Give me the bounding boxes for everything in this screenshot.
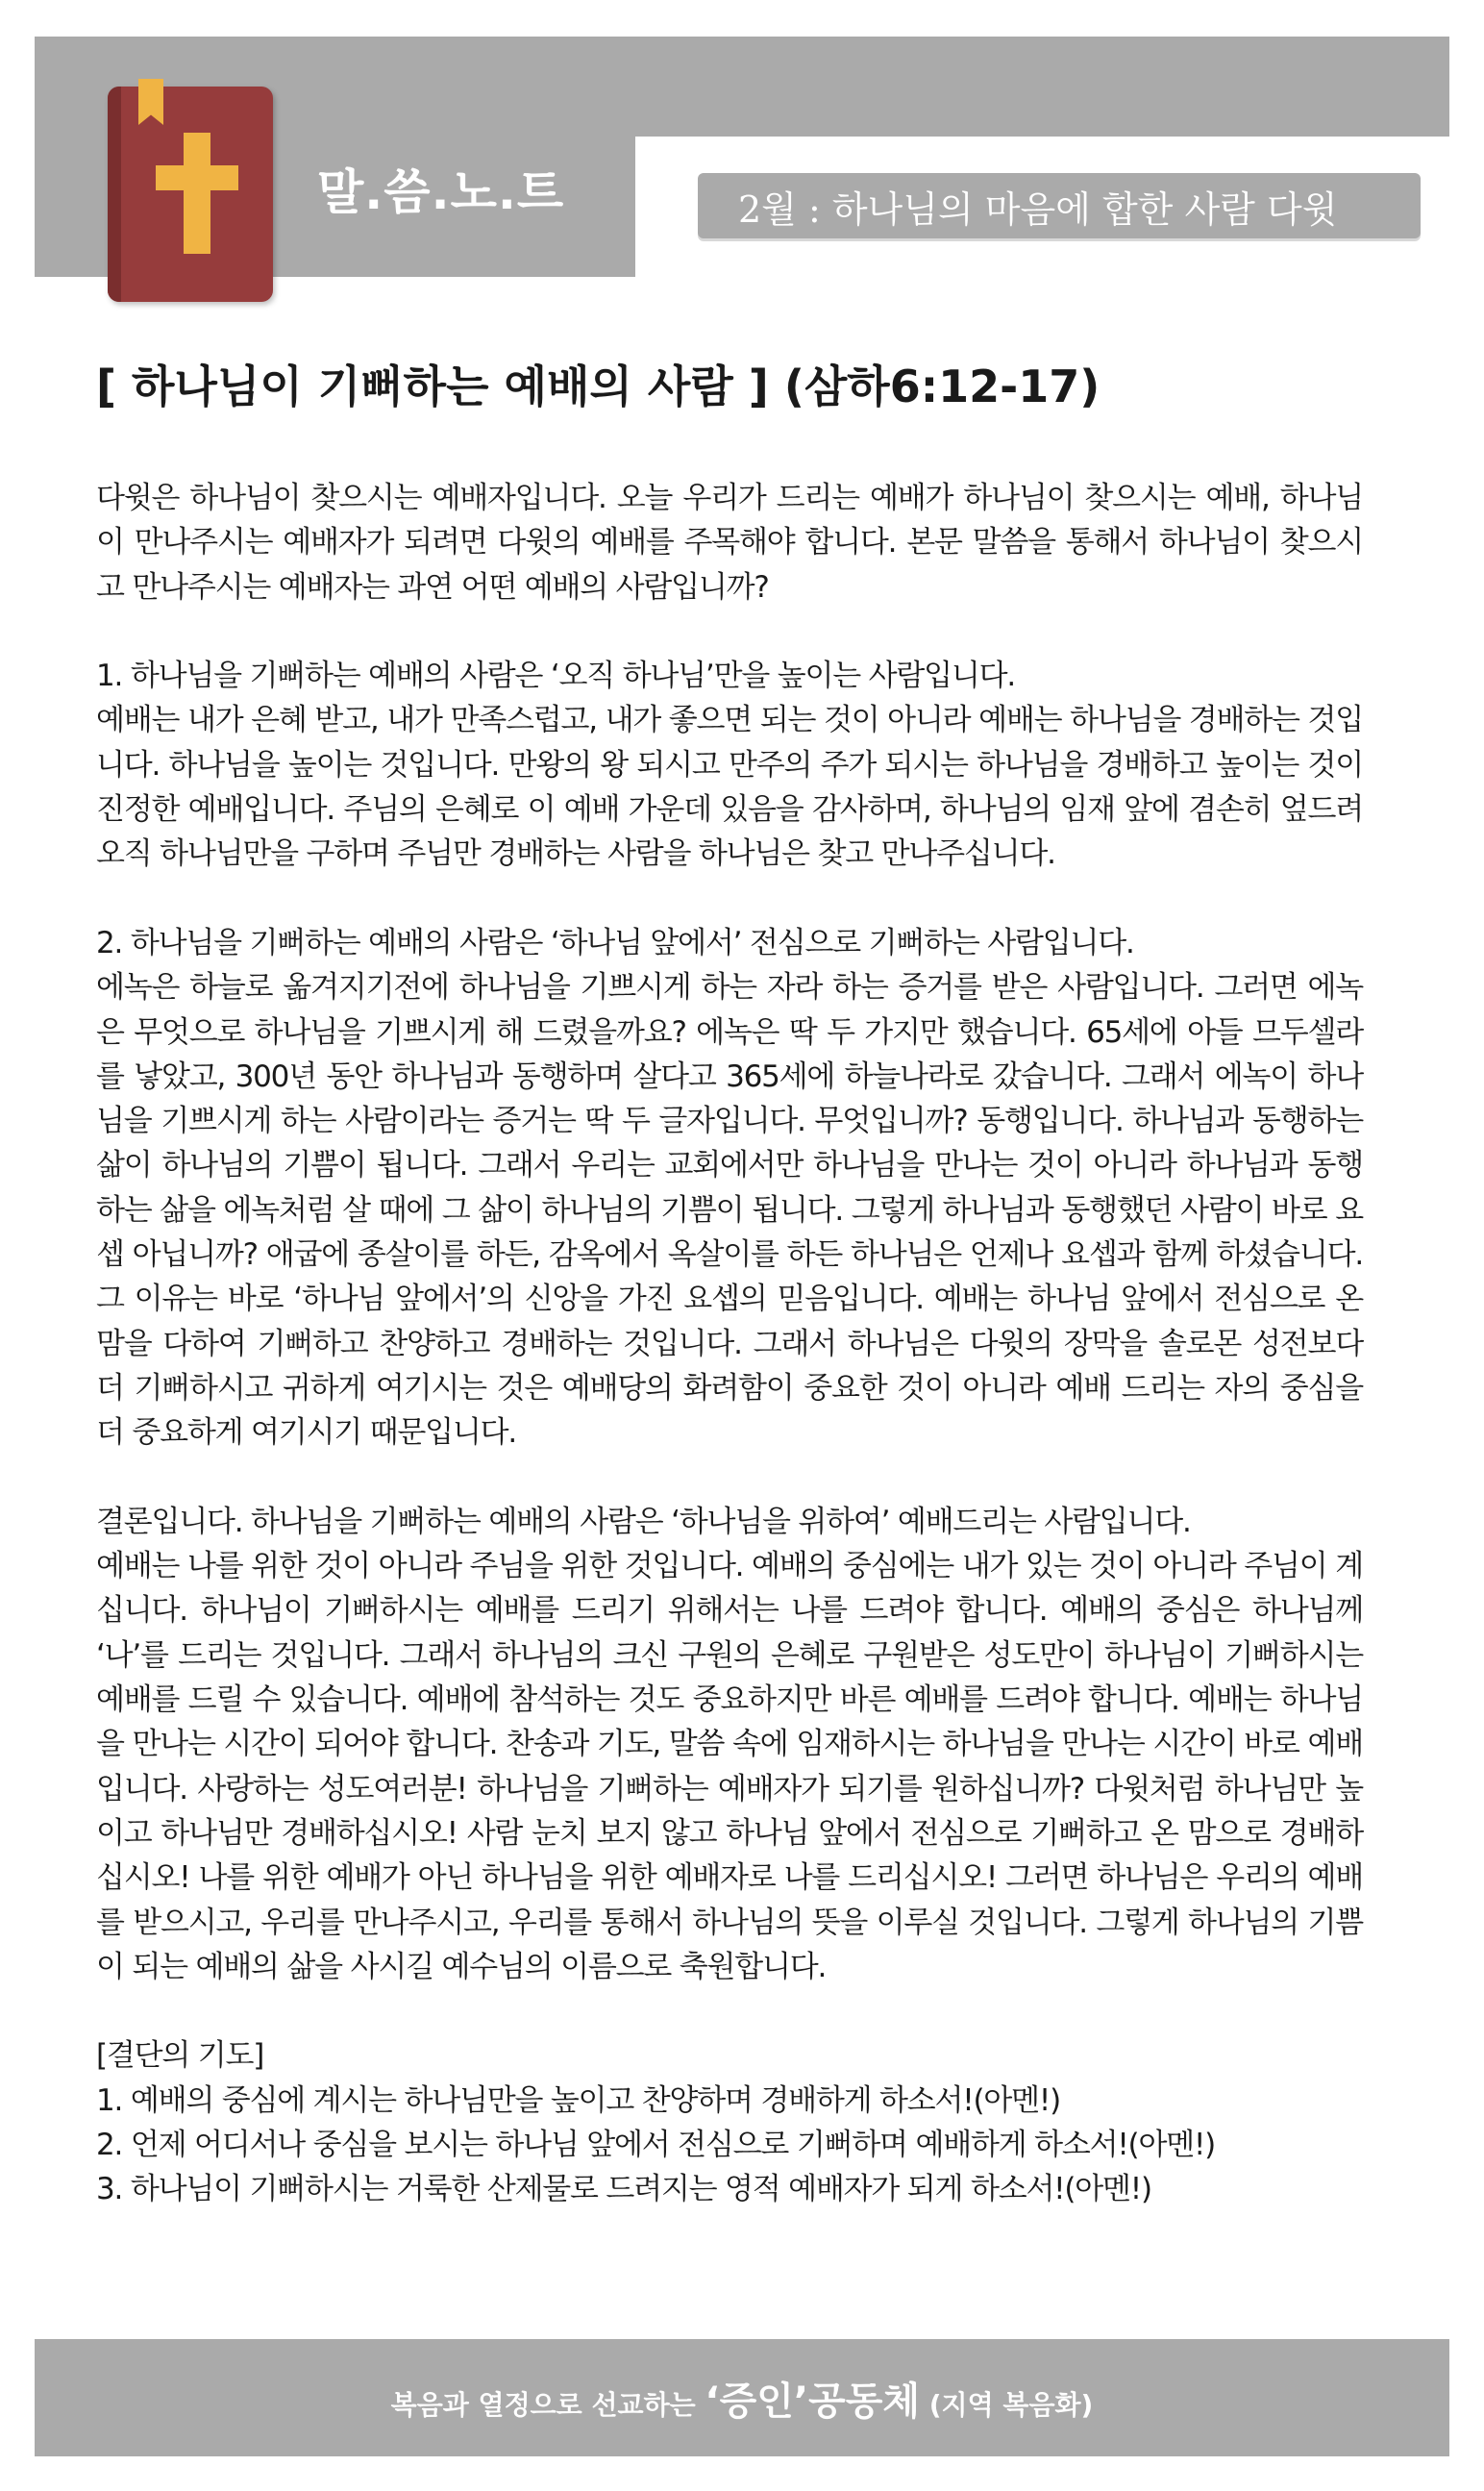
conclusion-heading: 결론입니다. 하나님을 기뻐하는 예배의 사람은 ‘하나님을 위하여’ 예배드리는 사람입니다. [96, 1504, 1191, 1539]
intro-paragraph: 다윗은 하나님이 찾으시는 예배자입니다. 오늘 우리가 드리는 예배가 하나님이 찾으시는 예배, 하나님이 만나주시는 예배자가 되려면 다윗의 예배를 주목해야 합니다. 본문 말씀을 통해서 하나님이 찾으시고 만나주시는 예배자는 과연 어떤 예배의 사람입니까? [96, 481, 1363, 605]
footer-emphasis: ‘증인’공동체 [705, 2379, 921, 2424]
conclusion-body: 예배는 나를 위한 것이 아니라 주님을 위한 것입니다. 예배의 중심에는 내가 있는 것이 아니라 주님이 계십니다. 하나님이 기뻐하시는 예배를 드리기 위해서는 나를 드려야 합니다. 예배의 중심은 하나님께 ‘나’를 드리는 것입니다. 그래서 하나님의 크신 구원의 은혜로 구원받은 성도만이 하나님이 기뻐하시는 예배를 드릴 수 있습니다. 예배에 참석하는 것도 중요하지만 바른 예배를 드려야 합니다. 예배는 하나님을 만나는 시간이 되어야 합니다. 찬송과 기도, 말씀 속에 임재하시는 하나님을 만나는 시간이 바로 예배입니다. 사랑하는 성도여러분! 하나님을 기뻐하는 예배자가 되기를 원하십니까? 다윗처럼 하나님만 높이고 하나님만 경배하십시오! 사람 눈치 보지 않고 하나님 앞에서 전심으로 기뻐하고 온 맘으로 경배하십시오! 나를 위한 예배가 아닌 하나님을 위한 예배자로 나를 드리십시오! 그러면 하나님은 우리의 예배를 받으시고, 우리를 만나주시고, 우리를 통해서 하나님의 뜻을 이루실 것입니다. 그렇게 하나님의 기쁨이 되는 예배의 삶을 사시길 예수님의 이름으로 축원합니다. [96, 1549, 1363, 1984]
brand-title: 말.씀.노.트 [317, 164, 565, 220]
point1-body: 예배는 내가 은혜 받고, 내가 만족스럽고, 내가 좋으면 되는 것이 아니라 예배는 하나님을 경배하는 것입니다. 하나님을 높이는 것입니다. 만왕의 왕 되시고 만주의 주가 되시는 하나님을 경배하고 높이는 것이 진정한 예배입니다. 주님의 은혜로 이 예배 가운데 있음을 감사하며, 하나님의 임재 앞에 겸손히 엎드려 오직 하나님만을 구하며 주님만 경배하는 사람을 하나님은 찾고 만나주십니다. [96, 703, 1363, 872]
prayer-item: 1. 예배의 중심에 계시는 하나님만을 높이고 찬양하며 경배하게 하소서!(아멘!) [96, 2082, 1061, 2118]
bookmark-icon [138, 79, 163, 125]
footer-slogan [391, 2371, 1094, 2426]
cross-icon-bar [156, 165, 238, 190]
paragraph-gap [96, 610, 1363, 654]
scripture-reference: (삼하6:12-17) [783, 361, 1101, 412]
sermon-body [96, 476, 1363, 2212]
paragraph-gap [96, 877, 1363, 921]
point1-heading: 1. 하나님을 기뻐하는 예배의 사람은 ‘오직 하나님’만을 높이는 사람입니다. [96, 659, 1016, 694]
series-title: 2월 : 하나님의 마음에 합한 사람 다윗 [738, 187, 1338, 231]
bible-icon [108, 87, 273, 302]
paragraph-gap [96, 1456, 1363, 1500]
prayer-item: 2. 언제 어디서나 중심을 보시는 하나님 앞에서 전심으로 기뻐하며 예배하게 하소서!(아멘!) [96, 2127, 1216, 2162]
prayer-title: [결단의 기도] [96, 2038, 264, 2074]
sermon-title-text: [ 하나님이 기뻐하는 예배의 사람 ] [96, 361, 769, 412]
series-badge [698, 173, 1421, 238]
point2-body: 에녹은 하늘로 옮겨지기전에 하나님을 기쁘시게 하는 자라 하는 증거를 받은 사람입니다. 그러면 에녹은 무엇으로 하나님을 기쁘시게 해 드렸을까요? 에녹은 딱 두 가지만 했습니다. 65세에 아들 므두셀라를 낳았고, 300년 동안 하나님과 동행하며 살다고 365세에 하늘나라로 갔습니다. 그래서 에녹이 하나님을 기쁘시게 하는 사람이라는 증거는 딱 두 글자입니다. 무엇입니까? 동행입니다. 하나님과 동행하는 삶이 하나님의 기쁨이 됩니다. 그래서 우리는 교회에서만 하나님을 만나는 것이 아니라 하나님과 동행하는 삶을 에녹처럼 살 때에 그 삶이 하나님의 기쁨이 됩니다. 그렇게 하나님과 동행했던 사람이 바로 요셉 아닙니까? 애굽에 종살이를 하든, 감옥에서 옥살이를 하든 하나님은 언제나 요셉과 함께 하셨습니다. 그 이유는 바로 ‘하나님 앞에서’의 신앙을 가진 요셉의 믿음입니다. 예배는 하나님 앞에서 전심으로 온 맘을 다하여 기뻐하고 찬양하고 경배하는 것입니다. 그래서 하나님은 다윗의 장막을 솔로몬 성전보다 더 기뻐하시고 귀하게 여기시는 것은 예배당의 화려함이 중요한 것이 아니라 예배 드리는 자의 중심을 더 중요하게 여기시기 때문입니다. [96, 970, 1363, 1451]
cross-icon [184, 133, 210, 254]
footer-suffix: (지역 복음화) [920, 2388, 1094, 2421]
prayer-item: 3. 하나님이 기뻐하시는 거룩한 산제물로 드려지는 영적 예배자가 되게 하소서!(아멘!) [96, 2172, 1151, 2207]
sermon-title [96, 352, 1100, 415]
footer-banner [35, 2339, 1449, 2456]
paragraph-gap [96, 1989, 1363, 2033]
footer-prefix: 복음과 열정으로 선교하는 [390, 2388, 705, 2421]
point2-heading: 2. 하나님을 기뻐하는 예배의 사람은 ‘하나님 앞에서’ 전심으로 기뻐하는 사람입니다. [96, 925, 1134, 960]
bible-spine [108, 87, 121, 302]
